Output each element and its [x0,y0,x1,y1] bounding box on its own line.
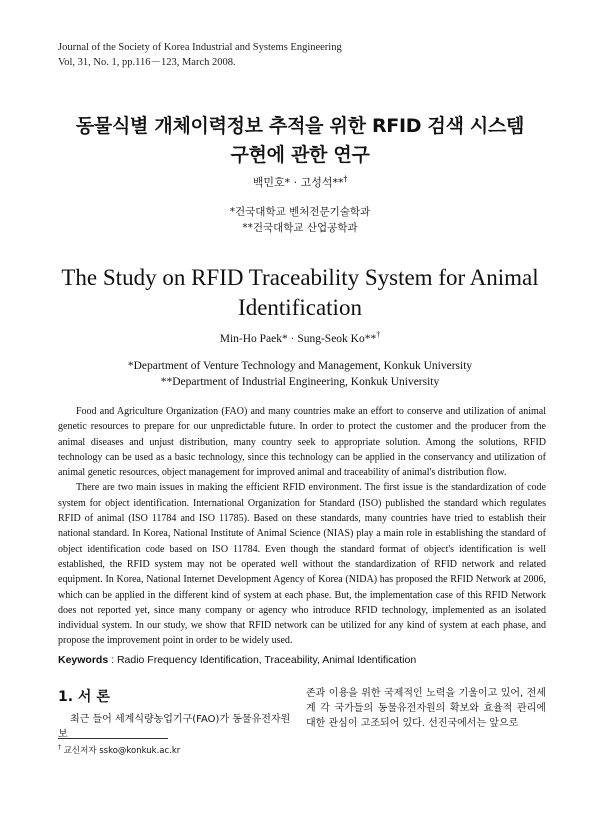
body-left-column: 최근 들어 세계식량농업기구(FAO)가 동물유전자원보 [58,714,291,740]
corresponding-mark: † [376,330,381,339]
corresponding-mark: † [343,174,348,184]
english-authors [0,330,600,345]
footnote-rule [58,738,168,739]
korean-affiliations [0,204,600,236]
english-title-line2: Identification [238,295,362,320]
korean-title-line1: 동물식별 개체이력정보 추적을 위한 RFID 검색 시스템 [75,115,525,137]
keywords-label: Keywords [58,654,109,666]
journal-issue: Vol, 31, No. 1, pp.116－123, March 2008. [58,57,236,68]
abstract-paragraph: Food and Agriculture Organization (FAO) and many countries make an effort to conserve and utilization of animal genetic resources to prepare for our unpredictable future. In order to protect the customer and the producer from the animal diseases and unjust distribution, many country seek to appropriate solution. Among the solutions, RFID technology can be used as a basic technology, since this technology can be applied in the conservancy and utilization of animal genetic resources, object management for improved animal and traceability of animal's distribution flow. [58,406,546,479]
english-affiliation-1: *Department of Venture Technology and Management, Konkuk University [127,360,473,372]
abstract-paragraph: There are two main issues in making the efficient RFID environment. The first issue is the standardization of code system for object identification. International Organization for Standard (ISO) published the standard which regulates RFID of animal (ISO 11784 and ISO 11785). Based on these standards, many countries have tried to establish their national standard. In Korea, National Institute of Animal Science (NIAS) play a main role in establishing the standard of object identification code based on ISO 11784. Even though the standard format of object's identification is well established, the RFID system may not be operated well without the standardization of RFID network and related equipment. In Korea, National Internet Development Agency of Korea (NIDA) has proposed the RFID Network at 2006, which can be applied in the different kind of system at each phase. But, the implementation case of this RFID Network does not reported yet, since many company or agency who introduce RFID technology, implemented as an isolated individual system. In our study, we show that RFID network can be utilized for any kind of system at each phase, and propose the improvement point in order to be widely used. [58,482,546,647]
section-heading: 1. 서 론 [58,689,110,705]
footnote-text: 교신저자 ssko@konkuk.ac.kr [60,746,181,756]
body-right-column: 존과 이용을 위한 국제적인 노력을 기울이고 있어, 전세계 각 국가들의 동물유전자원의 확보와 효율적 관리에 대한 관심이 고조되어 있다. 선진국에서는 앞으로 [306,688,546,729]
footnote [58,744,180,756]
keywords [58,654,548,666]
korean-title [0,112,600,170]
english-title-line1: The Study on RFID Traceability System for Animal [61,265,539,290]
footnote-mark: † [58,744,61,752]
keywords-text: Radio Frequency Identification, Traceability, Animal Identification [116,654,417,666]
journal-name: Journal of the Society of Korea Industrial and Systems Engineering [58,42,342,53]
korean-authors-names: 백민호* · 고성석** [252,176,344,189]
korean-affiliation-1: *건국대학교 벤처전문기술학과 [229,206,371,218]
korean-affiliation-2: **건국대학교 산업공학과 [242,222,358,234]
english-affiliation-2: **Department of Industrial Engineering, Konkuk University [160,376,440,388]
korean-title-line2: 구현에 관한 연구 [230,144,370,166]
korean-authors [0,174,600,190]
english-affiliations [0,358,600,390]
journal-header [58,40,342,70]
keywords-separator: : [108,654,117,666]
english-title [0,263,600,323]
abstract [58,404,546,649]
english-authors-names: Min-Ho Paek* · Sung-Seok Ko** [219,332,377,345]
